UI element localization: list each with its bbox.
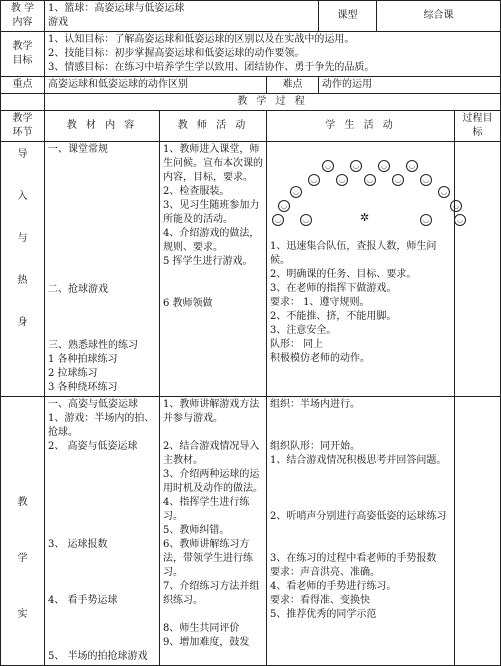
smiley-icon: ◡ <box>350 160 362 172</box>
col-student: 学 生 活 动 <box>267 111 455 142</box>
warmup-teacher: 1、教师进入课堂，师生问候。宣布本次课的内容，目标，要求。 2、检查服装。 3、见习生随班参加力所能及的活动。 4、介绍游戏的做法，规则、要求。 5 挥学生进行游戏。 6 教师领做 <box>160 142 267 397</box>
goals-text: 1、认知目标：了解高姿运球和低姿运球的区别以及在实战中的运用。 2、技能目标：初步掌握高姿运球和低姿运球的动作要领。 3、情感目标：在练习中培养学生学以致用、团结协作、勇于争先的品质。 <box>45 32 501 77</box>
col-teacher: 教 师 活 动 <box>160 111 267 142</box>
teaching-content: 一、高姿与低姿运球 1、游戏：半场内的拍、抢球。 2、 高姿与低姿运球 3、 运球报数 4、 看手势运球 5、 半场的拍抢球游戏 <box>45 397 160 666</box>
stage-teaching: 教 学 实 <box>1 397 45 666</box>
smiley-icon: ◡ <box>300 214 312 226</box>
sun-icon: ✲ <box>360 211 370 224</box>
smiley-icon: ◡ <box>272 214 284 226</box>
teaching-teacher: 1、教师讲解游戏方法并参与游戏。 2、结合游戏情况导入主教材。 3、介绍两种运球的运用时机及动作的做法。 4、指挥学生进行练习。 5、教师纠错。 6、教师讲解练习方法，带领学生进行练习。 7、介绍练习方法并组织练习。 8、师生共同评价 9、增加难度，鼓发 <box>160 397 267 666</box>
goal-label: 教学 目标 <box>1 32 45 77</box>
process-title: 教 学 过 程 <box>45 94 501 111</box>
key-value: 高姿运球和低姿运球的动作区别 <box>45 77 267 94</box>
type-label: 课型 <box>319 1 377 32</box>
smiley-icon: ◡ <box>420 214 432 226</box>
difficulty-value: 动作的运用 <box>319 77 501 94</box>
smiley-icon: ◡ <box>450 200 462 212</box>
stage-warmup: 导 入 与 热 身 <box>1 142 45 397</box>
col-content: 教 材 内 容 <box>45 111 160 142</box>
smiley-icon: ◡ <box>454 214 466 226</box>
smiley-icon: ◡ <box>308 174 320 186</box>
smiley-icon: ◡ <box>438 186 450 198</box>
smiley-icon: ◡ <box>364 174 376 186</box>
key-label: 重点 <box>1 77 45 94</box>
teaching-student: 组织：半场内进行。 组织队形：同开始。 1、结合游戏情况积极思考并回答问题。 2、听哨声分别进行高姿低姿的运球练习 3、在练习的过程中看老师的手势报数 要求：声音洪亮、准确。 4、看老师的手势进行练习。 要求：看得准、变换快 5、推荐优秀的同学示范 <box>267 397 455 666</box>
smiley-icon: ◡ <box>420 174 432 186</box>
teaching-purpose <box>455 397 501 666</box>
warmup-student-cell <box>267 142 464 397</box>
col-stage: 教学 环节 <box>1 111 45 142</box>
difficulty-label: 难点 <box>267 77 319 94</box>
content-label: 教 学 内容 <box>1 1 45 32</box>
process-title-spacer <box>1 94 45 111</box>
formation-diagram <box>270 156 464 226</box>
type-value: 综合课 <box>377 1 501 32</box>
col-purpose: 过程目 标 <box>455 111 501 142</box>
warmup-purpose <box>455 142 501 397</box>
smiley-icon: ◡ <box>278 200 290 212</box>
warmup-student: 1、迅速集合队伍，查报人数，师生问候。 2、明确课的任务、目标、要求。 3、在老师的指挥下做游戏。 要求： 1、遵守规则。 2、不能推、挤，不能用脚。 3、注意安全。 队形： 同上 积极模仿老师的动作。 <box>270 241 437 364</box>
smiley-icon: ◡ <box>336 174 348 186</box>
smiley-icon: ◡ <box>406 160 418 172</box>
smiley-icon: ◡ <box>392 174 404 186</box>
warmup-content: 一、课堂常规 二、抢球游戏 三、熟悉球性的练习 1 各种拍球练习 2 拉球练习 3 各种绕环练习 <box>45 142 160 397</box>
smiley-icon: ◡ <box>290 186 302 198</box>
smiley-icon: ◡ <box>378 160 390 172</box>
content-value: 1、篮球：高姿运球与低姿运球 游戏 <box>45 1 319 32</box>
smiley-icon: ◡ <box>322 160 334 172</box>
